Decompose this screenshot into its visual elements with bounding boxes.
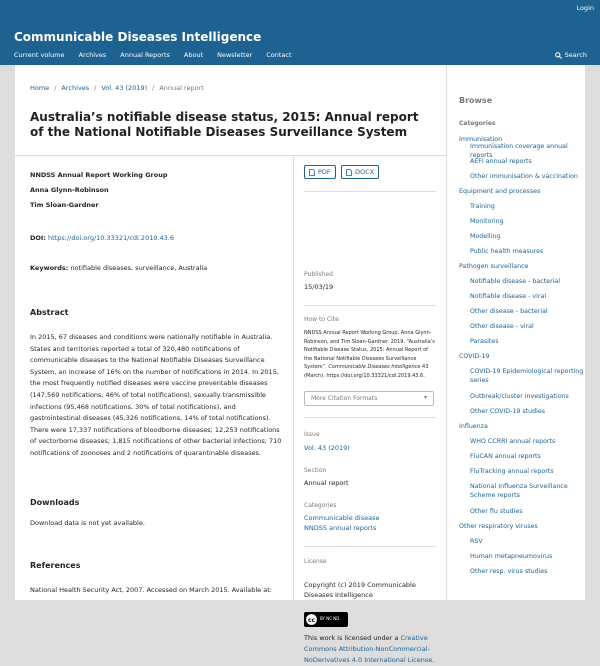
issue-link[interactable]: Vol. 43 (2019) [304, 444, 350, 452]
sidebar-category-link[interactable]: Other respiratory viruses [459, 523, 538, 530]
sidebar-category-link[interactable]: Other COVID-19 studies [470, 408, 546, 415]
author: Tim Sloan-Gardner [30, 201, 99, 209]
svg-text:cc: cc [307, 617, 316, 624]
breadcrumb-current: Annual report [159, 84, 204, 92]
breadcrumb [30, 84, 204, 92]
published-date: 15/03/19 [304, 283, 334, 291]
category-link[interactable]: NNDSS annual reports [304, 524, 377, 532]
license-text [304, 633, 436, 666]
nav-contact[interactable]: Contact [266, 51, 292, 59]
doi-link[interactable]: https://doi.org/10.33321/cdi.2019.43.6 [48, 234, 175, 242]
references-heading: References [30, 561, 81, 570]
site-header [0, 0, 600, 65]
sidebar-category-link[interactable]: Outbreak/cluster investigations [470, 393, 569, 400]
citation-formats-dropdown[interactable] [304, 391, 434, 406]
keywords-label: Keywords: [30, 264, 69, 272]
divider [304, 417, 436, 418]
sidebar-category-link[interactable]: FluTracking annual reports [470, 468, 554, 475]
article-body [15, 155, 294, 600]
divider [304, 305, 436, 306]
page-content [14, 65, 586, 664]
license-prefix: This work is licensed under a [304, 634, 401, 642]
sidebar-category-link[interactable]: FluCAN annual reports [470, 453, 541, 460]
section-value: Annual report [304, 479, 349, 487]
cc-license-badge[interactable] [304, 612, 348, 627]
sidebar-category-link[interactable]: Parasites [470, 338, 499, 345]
doi-label: DOI: [30, 234, 46, 242]
browse-heading: Browse [459, 96, 493, 105]
docx-label: DOCX [355, 168, 375, 176]
sidebar-category-link[interactable]: Other disease - viral [470, 323, 534, 330]
sidebar-category-link[interactable]: Equipment and processes [459, 188, 541, 195]
article-main [15, 65, 447, 664]
sidebar-category-link[interactable]: Other disease - bacterial [470, 308, 548, 315]
breadcrumb-sep: / [152, 84, 155, 92]
sidebar [447, 65, 587, 600]
chevron-down-icon: ▾ [423, 394, 427, 401]
sidebar-category-link[interactable]: Other flu studies [470, 508, 523, 515]
sidebar-category-link[interactable]: Modelling [470, 233, 501, 240]
sidebar-category-link[interactable]: Other resp. virus studies [470, 568, 548, 575]
nav-current-volume[interactable]: Current volume [14, 51, 65, 59]
categories-heading: Categories [459, 120, 496, 127]
author: NNDSS Annual Report Working Group [30, 171, 168, 179]
nav-newsletter[interactable]: Newsletter [217, 51, 253, 59]
downloads-heading: Downloads [30, 498, 80, 507]
author-list [30, 171, 168, 216]
breadcrumb-sep: / [94, 84, 97, 92]
reference-item: National Health Security Act, 2007. Accessed on March 2015. Available at: [30, 586, 272, 594]
docx-button[interactable] [341, 165, 379, 179]
sidebar-category-link[interactable]: Monitoring [470, 218, 504, 225]
license-link[interactable]: Creative Commons Attribution-NonCommercial-NoDerivatives 4.0 International License. [304, 634, 435, 664]
breadcrumb-sep: / [54, 84, 57, 92]
category-link[interactable]: Communicable disease [304, 514, 380, 522]
sidebar-category-link[interactable]: Immunisation [459, 136, 503, 143]
citation-tail: 43 (March). https://doi.org/10.33321/cdi.2019.43.6. [304, 364, 429, 379]
search-icon [555, 52, 562, 59]
login-link[interactable]: Login [576, 4, 594, 12]
citation-formats-label: More Citation Formats [311, 395, 378, 402]
sidebar-category-link[interactable]: Influenza [459, 423, 488, 430]
sidebar-category-link[interactable]: Notifiable disease - bacterial [470, 278, 561, 285]
breadcrumb-volume[interactable]: Vol. 43 (2019) [101, 84, 148, 92]
sidebar-category-link[interactable]: Public health measures [470, 248, 544, 255]
author: Anna Glynn-Robinson [30, 186, 109, 194]
downloads-text: Download data is not yet available. [30, 519, 145, 527]
pdf-button[interactable] [304, 165, 336, 179]
keywords-row [30, 264, 207, 272]
article-details [294, 155, 446, 664]
abstract-text: In 2015, 67 diseases and conditions were nationally notifiable in Australia. States and territories reported a total of 320,480 notifications of communicable diseases to the National Notifiable Diseases Surveillance System, an increase of 16% on the number of notifications in 2014. In 2015, the most frequently notified diseases were vaccine preventable diseases (147,569 notifications, 46% of total notifications), sexually transmissible infections (95,468 notifications, 30% of total notifications), and gastrointestinal diseases (45,326 notifications, 14% of total notifications). There were 17,337 notifications of bloodborne diseases; 12,253 notifications of vectorborne diseases; 1,815 notifications of other bacterial infections; 710 notifications of zoonoses and 2 notifications of quarantinable diseases. [30, 333, 282, 457]
issue-label: Issue [304, 431, 320, 438]
categories-label: Categories [304, 502, 337, 509]
sidebar-category-link[interactable]: COVID-19 [459, 353, 490, 360]
keywords-value: notifiable diseases, surveillance, Australia [70, 264, 208, 272]
sidebar-category-link[interactable]: RSV [470, 538, 483, 545]
cc-icon [305, 613, 318, 626]
divider [304, 546, 436, 547]
search-link[interactable] [555, 51, 587, 59]
file-icon [346, 169, 352, 176]
abstract-heading: Abstract [30, 308, 69, 317]
page-title: Australia’s notifiable disease status, 2015: Annual report of the National Notifiable Diseases Surveillance System [30, 110, 419, 139]
sidebar-category-link[interactable]: Training [470, 203, 495, 210]
site-title[interactable]: Communicable Diseases Intelligence [14, 30, 262, 44]
sidebar-category-link[interactable]: COVID-19 Epidemiological reporting series [470, 368, 584, 384]
breadcrumb-archives[interactable]: Archives [61, 84, 90, 92]
copyright-text: Copyright (c) 2019 Communicable Diseases Intelligence [304, 581, 416, 599]
section-label: Section [304, 467, 327, 474]
doi-row [30, 234, 174, 242]
cc-terms: BY NC ND [320, 616, 340, 621]
sidebar-category-link[interactable]: WHO CCRRI annual reports [470, 438, 556, 445]
citation-body: NNDSS Annual Report Working Group, Anna Glynn-Robinson, and Tim Sloan-Gardner. 2019. “Australia’s Notifiable Disease Status, 2015: Annual Report of the National Notifiable Diseases Surveillance System”. [304, 330, 435, 370]
search-label: Search [564, 51, 587, 59]
license-label: License [304, 558, 327, 565]
nav-annual-reports[interactable]: Annual Reports [120, 51, 170, 59]
nav-about[interactable]: About [183, 51, 204, 59]
sidebar-category-link[interactable]: Notifiable disease - viral [470, 293, 547, 300]
file-icon [309, 169, 315, 176]
citation-journal: Communicable Diseases Intelligence [328, 364, 421, 370]
sidebar-category-link[interactable]: Immunisation coverage annual reports [470, 143, 568, 159]
divider [304, 191, 436, 192]
nav-archives[interactable]: Archives [78, 51, 107, 59]
sidebar-category-link[interactable]: Human metapneumovirus [470, 553, 553, 560]
published-label: Published [304, 271, 333, 278]
sidebar-category-link[interactable]: Pathogen surveillance [459, 263, 529, 270]
sidebar-category-link[interactable]: Other immunisation & vaccination [470, 173, 578, 180]
pdf-label: PDF [318, 168, 331, 176]
breadcrumb-home[interactable]: Home [30, 84, 50, 92]
sidebar-category-link[interactable]: AEFI annual reports [470, 158, 532, 165]
cite-label: How to Cite [304, 316, 339, 323]
citation-text [304, 329, 436, 380]
sidebar-category-link[interactable]: National Influenza Surveillance Scheme reports [470, 483, 568, 499]
main-nav [14, 51, 292, 59]
